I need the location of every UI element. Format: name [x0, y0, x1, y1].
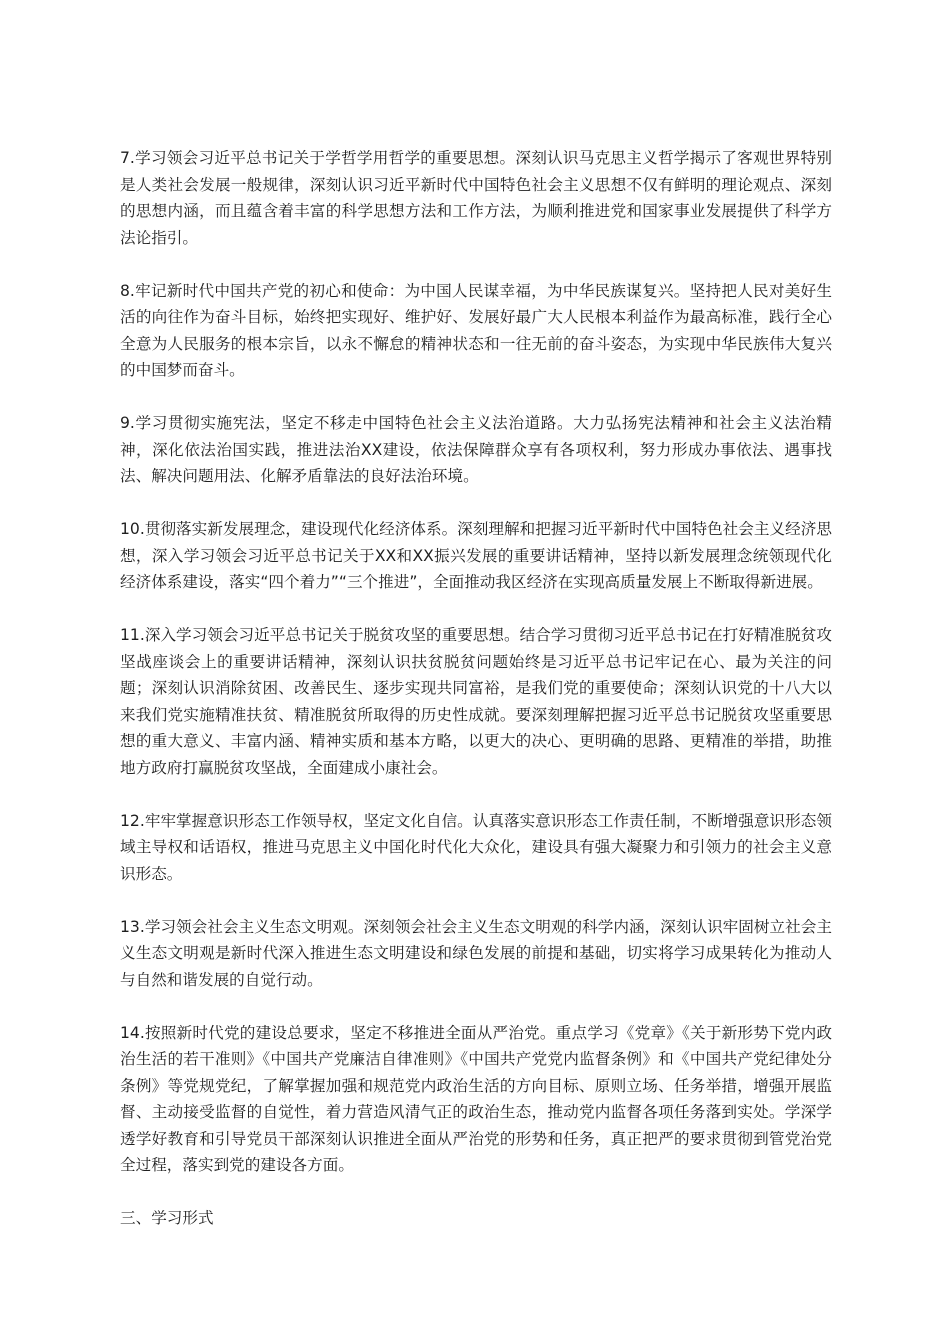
- section-heading: 三、学习形式: [120, 1209, 214, 1227]
- paragraph-13: 13.学习领会社会主义生态文明观。深刻领会社会主义生态文明观的科学内涵，深刻认识牢固树立社会主义生态文明观是新时代深入推进生态文明建设和绿色发展的前提和基础，切实将学习成果转化为推动人与自然和谐发展的自觉行动。: [120, 917, 832, 989]
- paragraph-7: 7.学习领会习近平总书记关于学哲学用哲学的重要思想。深刻认识马克思主义哲学揭示了客观世界特别是人类社会发展一般规律，深刻认识习近平新时代中国特色社会主义思想不仅有鲜明的理论观点、深刻的思想内涵，而且蕴含着丰富的科学思想方法和工作方法，为顺利推进党和国家事业发展提供了科学方法论指引。: [120, 149, 832, 247]
- paragraph-9: 9.学习贯彻实施宪法，坚定不移走中国特色社会主义法治道路。大力弘扬宪法精神和社会主义法治精神，深化依法治国实践，推进法治XX建设，依法保障群众享有各项权利，努力形成办事依法、遇事找法、解决问题用法、化解矛盾靠法的良好法治环境。: [120, 414, 832, 485]
- paragraph-11: 11.深入学习领会习近平总书记关于脱贫攻坚的重要思想。结合学习贯彻习近平总书记在打好精准脱贫攻坚战座谈会上的重要讲话精神，深刻认识扶贫脱贫问题始终是习近平总书记牢记在心、最为关注的问题；深刻认识消除贫困、改善民生、逐步实现共同富裕，是我们党的重要使命；深刻认识党的十八大以来我们党实施精准扶贫、精准脱贫所取得的历史性成就。要深刻理解把握习近平总书记脱贫攻坚重要思想的重大意义、丰富内涵、精神实质和基本方略，以更大的决心、更明确的思路、更精准的举措，助推地方政府打赢脱贫攻坚战，全面建成小康社会。: [120, 626, 832, 777]
- paragraph-12: 12.牢牢掌握意识形态工作领导权，坚定文化自信。认真落实意识形态工作责任制，不断增强意识形态领域主导权和话语权，推进马克思主义中国化时代化大众化，建设具有强大凝聚力和引领力的社会主义意识形态。: [120, 811, 832, 883]
- document-body: [120, 145, 832, 1232]
- paragraph-14: 14.按照新时代党的建设总要求，坚定不移推进全面从严治党。重点学习《党章》《关于新形势下党内政治生活的若干准则》《中国共产党廉洁自律准则》《中国共产党党内监督条例》和《中国共产党纪律处分条例》等党规党纪，了解掌握加强和规范党内政治生活的方向目标、原则立场、任务举措，增强开展监督、主动接受监督的自觉性，着力营造风清气正的政治生态，推动党内监督各项任务落到实处。学深学透学好教育和引导党员干部深刻认识推进全面从严治党的形势和任务，真正把严的要求贯彻到管党治党全过程，落实到党的建设各方面。: [120, 1023, 832, 1174]
- paragraph-10: 10.贯彻落实新发展理念，建设现代化经济体系。深刻理解和把握习近平新时代中国特色社会主义经济思想，深入学习领会习近平总书记关于XX和XX振兴发展的重要讲话精神，坚持以新发展理念统领现代化经济体系建设，落实“四个着力”“三个推进”，全面推动我区经济在实现高质量发展上不断取得新进展。: [120, 520, 832, 591]
- paragraph-8: 8.牢记新时代中国共产党的初心和使命：为中国人民谋幸福，为中华民族谋复兴。坚持把人民对美好生活的向往作为奋斗目标，始终把实现好、维护好、发展好最广大人民根本利益作为最高标准，践行全心全意为人民服务的根本宗旨，以永不懈怠的精神状态和一往无前的奋斗姿态，为实现中华民族伟大复兴的中国梦而奋斗。: [120, 281, 832, 379]
